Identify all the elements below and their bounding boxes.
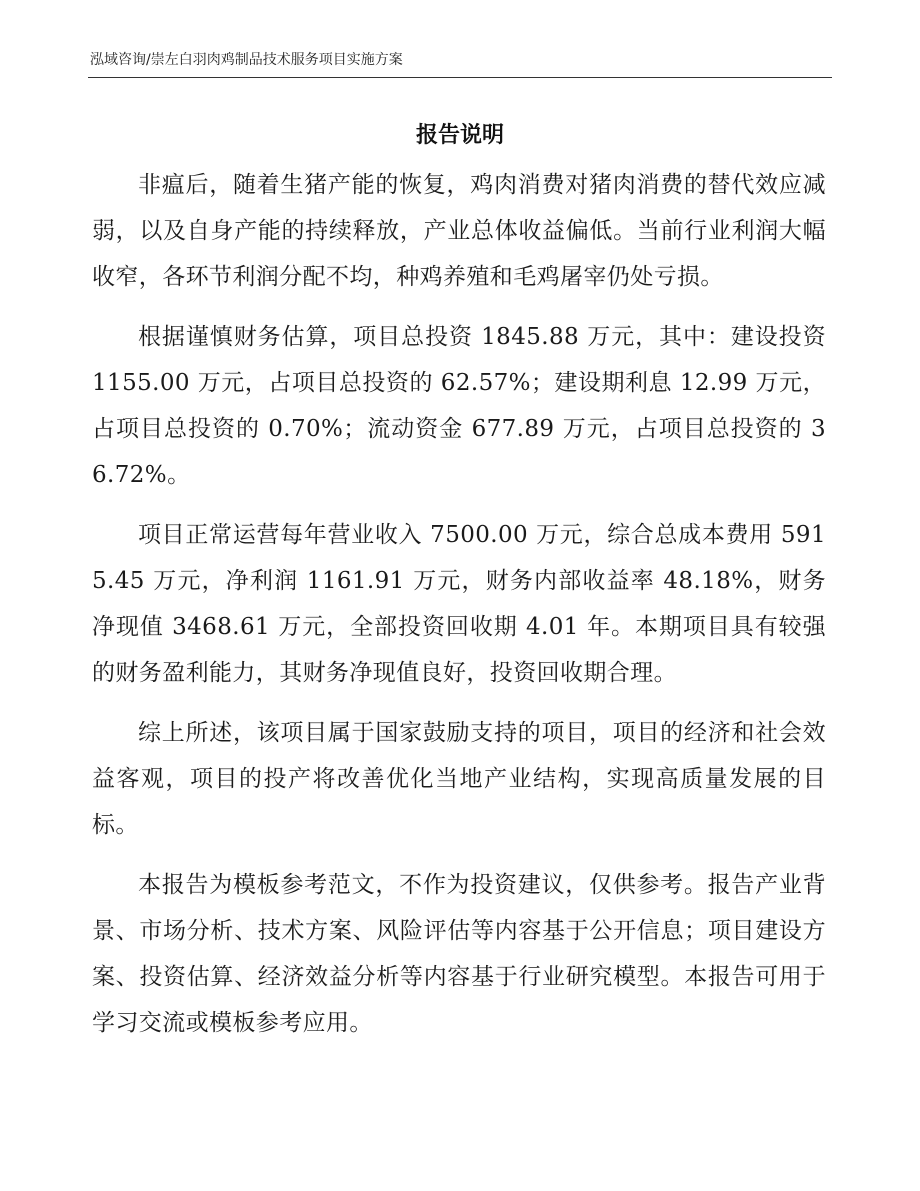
section-title: 报告说明 [415, 123, 504, 148]
paragraph-conclusion: 综上所述，该项目属于国家鼓励支持的项目，项目的经济和社会效益客观，项目的投产将改善优化当地产业结构，实现高质量发展的目标。 [92, 720, 826, 838]
document-body [92, 162, 826, 1060]
paragraph-market-context: 非瘟后，随着生猪产能的恢复，鸡肉消费对猪肉消费的替代效应减弱，以及自身产能的持续释放，产业总体收益偏低。当前行业利润大幅收窄，各环节利润分配不均，种鸡养殖和毛鸡屠宰仍处亏损。 [92, 172, 826, 290]
paragraph-investment-estimate: 根据谨慎财务估算，项目总投资 1845.88 万元，其中：建设投资 1155.00 万元，占项目总投资的 62.57%；建设期利息 12.99 万元，占项目总投资的 0.70%；流动资金 677.89 万元，占项目总投资的 36.72%。 [92, 324, 826, 488]
header-divider [88, 77, 832, 78]
paragraph-disclaimer: 本报告为模板参考范文，不作为投资建议，仅供参考。报告产业背景、市场分析、技术方案、风险评估等内容基于公开信息；项目建设方案、投资估算、经济效益分析等内容基于行业研究模型。本报告可用于学习交流或模板参考应用。 [92, 872, 826, 1036]
paragraph-financial-returns: 项目正常运营每年营业收入 7500.00 万元，综合总成本费用 5915.45 万元，净利润 1161.91 万元，财务内部收益率 48.18%，财务净现值 3468.61 万元，全部投资回收期 4.01 年。本期项目具有较强的财务盈利能力，其财务净现值良好，投资回收期合理。 [92, 522, 826, 686]
running-header: 泓域咨询/崇左白羽肉鸡制品技术服务项目实施方案 [90, 52, 403, 68]
